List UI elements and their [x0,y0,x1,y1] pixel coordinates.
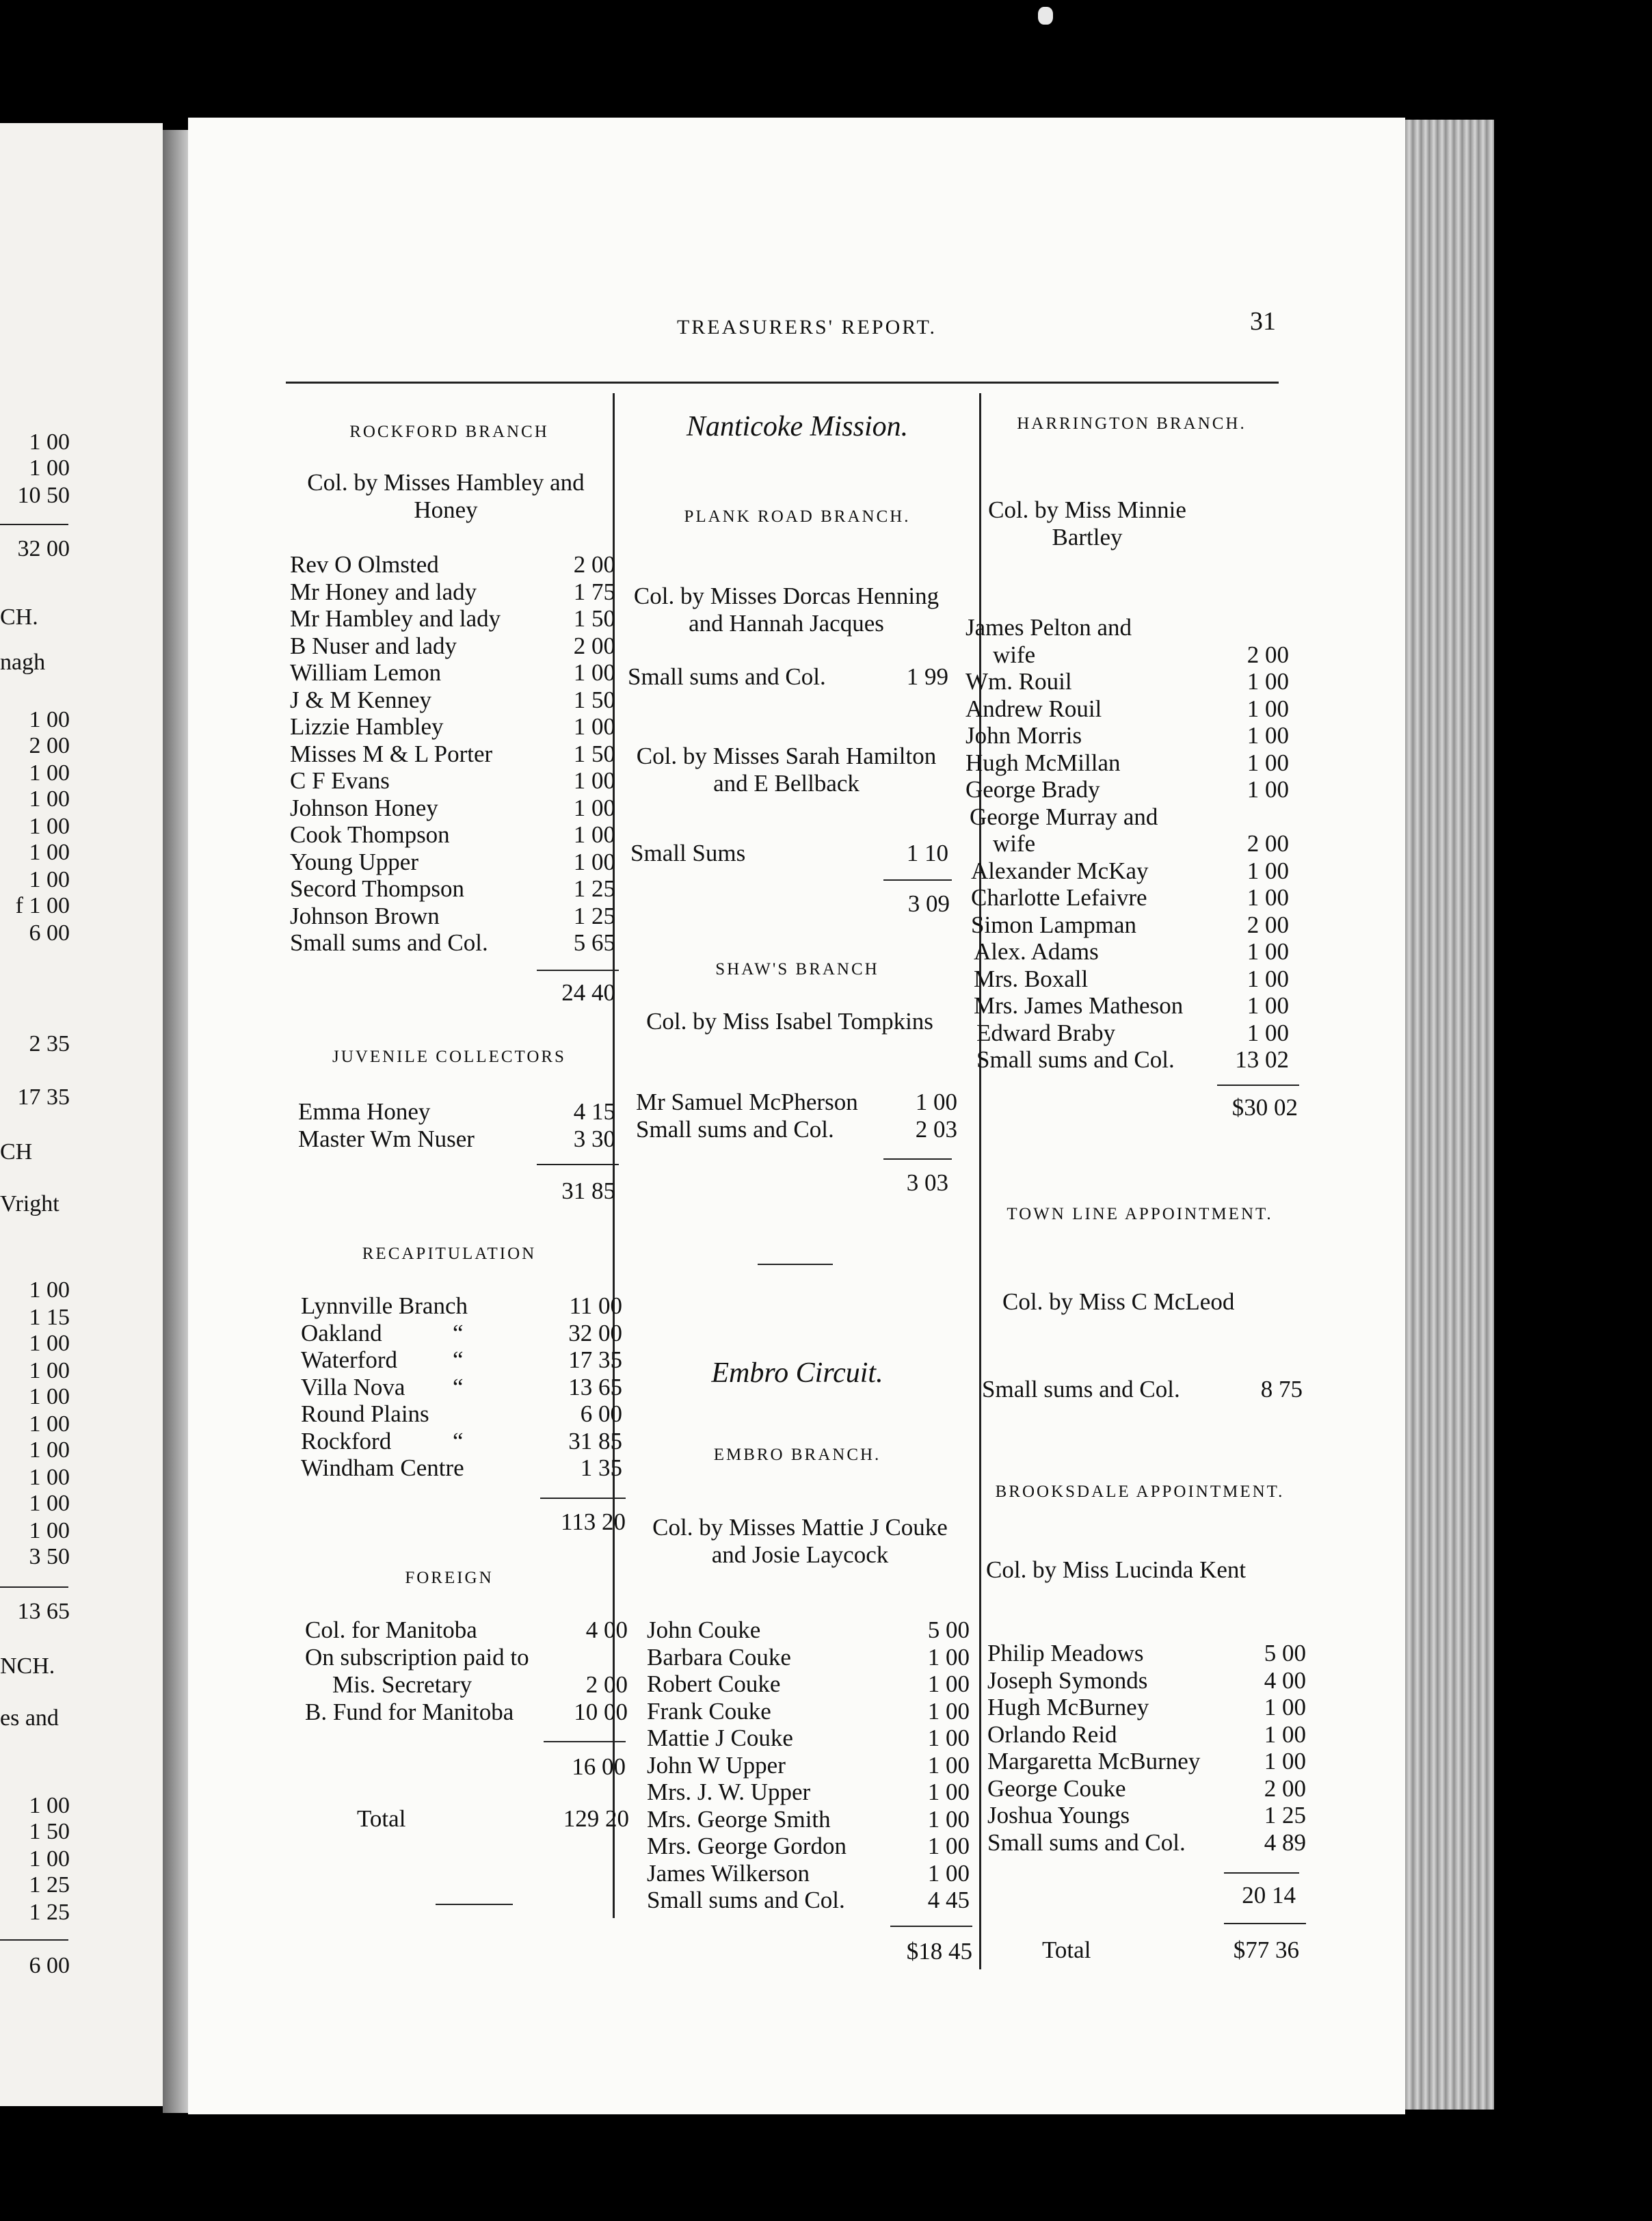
rockford-entry-amount: 1 00 [573,794,615,821]
harrington-entry-name: Charlotte Lefaivre [971,884,1147,911]
rockford-entry-name: William Lemon [290,659,442,686]
previous-page-rule [0,1586,68,1588]
harrington-entry-name: James Pelton and [965,614,1132,641]
previous-page-line: 1 00 [29,707,70,732]
embro-entry-amount: 1 00 [927,1779,970,1805]
foreign-entry-name: B. Fund for Manitoba [305,1699,514,1725]
plank-road-total: 3 09 [907,890,950,917]
previous-page-rule [0,524,68,525]
embro-entry-amount: 1 00 [927,1859,970,1887]
foreign-entry-amount: 10 00 [574,1699,628,1725]
town-line-heading: TOWN LINE APPOINTMENT. [1007,1205,1273,1223]
previous-page-line: 2 00 [29,733,70,758]
previous-page-line: f 1 00 [15,893,70,918]
embro-collector: Col. by Misses Mattie J Couke and Josie Laycock [652,1514,948,1568]
total-label: Total [1042,1937,1091,1963]
previous-page-line: 1 00 [29,786,70,812]
brooksdale-entry-amount: 1 00 [1264,1694,1306,1720]
foreign-entry-name: On subscription paid to [305,1644,529,1671]
harrington-entry-name: Mrs. Boxall [974,965,1089,992]
harrington-entry-amount: 1 00 [1247,749,1289,776]
harrington-entry-amount: 2 00 [1247,911,1289,938]
rockford-entry-amount: 1 50 [573,740,615,767]
embro-entry-name: Mrs. J. W. Upper [647,1779,811,1805]
previous-page-line: 10 50 [17,483,70,508]
recapitulation-total: 113 20 [561,1508,626,1535]
foreign-entry-amount: 4 00 [585,1617,628,1643]
previous-page-line: 3 50 [29,1544,70,1569]
brooksdale-entry-amount: 4 00 [1264,1666,1306,1694]
rockford-subtotal: 24 40 [561,979,615,1006]
harrington-collector: Col. by Miss Minnie Bartley [988,496,1186,550]
harrington-entry-name: Alex. Adams [974,938,1099,965]
rockford-entry-name: Mr Honey and lady [290,578,477,605]
brooksdale-entry-name: Margaretta McBurney [987,1748,1201,1774]
previous-page-line: 1 15 [29,1305,70,1330]
harrington-entry-name: wife [993,830,1036,857]
rockford-entry-amount: 1 00 [573,767,615,794]
grand-total: 129 20 [563,1805,629,1832]
harrington-entry-name: George Brady [965,776,1100,803]
brooksdale-entry-name: Small sums and Col. [987,1828,1186,1856]
previous-page-line: 1 00 [29,760,70,786]
embro-entry-amount: 1 00 [927,1751,970,1779]
previous-page-line: 1 00 [29,1411,70,1437]
shaw-entry-name: Mr Samuel McPherson [636,1089,858,1115]
recap-entry-name: Round Plains [301,1400,429,1427]
sum-rule [883,1158,952,1160]
brooksdale-entry-name: Hugh McBurney [987,1694,1149,1720]
harrington-entry-name: Mrs. James Matheson [974,992,1184,1019]
harrington-entry-amount: 1 00 [1247,938,1289,965]
previous-page-line: 1 25 [29,1900,70,1925]
plank-road-small2-amount: 1 10 [906,840,948,866]
plank-road-small2-label: Small Sums [630,840,746,866]
rockford-entry-name: Mr Hambley and lady [290,605,501,632]
recap-entry-name: Rockford [301,1427,392,1454]
embro-entry-name: Barbara Couke [647,1643,791,1671]
shaw-entry-amount: 1 00 [915,1089,957,1115]
rockford-entry-name: Johnson Honey [290,794,438,821]
brooksdale-entry-name: Joshua Youngs [987,1802,1130,1828]
embro-entry-amount: 1 00 [927,1725,970,1751]
previous-page-line: 1 00 [29,1437,70,1463]
harrington-total: $30 02 [1231,1094,1298,1121]
plank-road-collector: Col. by Misses Dorcas Henning and Hannah Jacques [633,583,940,637]
previous-page-line: CH [0,1139,33,1165]
foreign-entry-amount: 2 00 [585,1671,628,1698]
brooksdale-entry-amount: 2 00 [1264,1774,1306,1802]
sum-rule [890,1926,972,1927]
rockford-entry-amount: 1 00 [573,821,615,848]
brooksdale-entry-name: George Couke [987,1774,1126,1802]
brooksdale-entry-amount: 1 00 [1264,1720,1306,1748]
shaw-entry-amount: 2 03 [915,1116,957,1143]
foreign-entry-name: Mis. Secretary [332,1671,472,1698]
harrington-entry-name: John Morris [965,722,1082,749]
brooksdale-collector: Col. by Miss Lucinda Kent [986,1556,1247,1583]
previous-page-line: 13 65 [17,1599,70,1624]
previous-page-line: 6 00 [29,1953,70,1978]
shaws-collector: Col. by Miss Isabel Tompkins [646,1008,933,1035]
plank-road-collector-2: Col. by Misses Sarah Hamilton and E Bellback [636,743,937,797]
previous-page-line: NCH. [0,1653,55,1679]
harrington-entry-amount: 13 02 [1235,1046,1289,1073]
rockford-entry-amount: 1 50 [573,605,615,632]
previous-page-line: 1 00 [29,1465,70,1490]
rockford-entry-name: Cook Thompson [290,821,450,848]
juvenile-entry-name: Emma Honey [298,1098,431,1125]
juvenile-entry-amount: 3 30 [573,1126,615,1152]
brooksdale-entry-amount: 1 00 [1264,1748,1306,1774]
embro-entry-name: Small sums and Col. [647,1887,845,1913]
embro-entry-name: John W Upper [647,1751,786,1779]
recap-entry-amount: 13 65 [568,1373,622,1400]
embro-entry-name: James Wilkerson [647,1859,810,1887]
embro-entry-amount: 5 00 [927,1617,970,1643]
previous-page-line: 1 00 [29,840,70,865]
embro-entry-name: Mrs. George Smith [647,1805,831,1833]
harrington-entry-name: George Murray and [970,803,1158,830]
brooksdale-entry-amount: 5 00 [1264,1640,1306,1666]
previous-page-line: 1 00 [29,1518,70,1543]
embro-entry-amount: 1 00 [927,1643,970,1671]
harrington-entry-name: wife [993,641,1036,668]
rockford-entry-amount: 5 65 [573,929,615,956]
harrington-entry-name: Hugh McMillan [965,749,1121,776]
embro-entry-name: Mrs. George Gordon [647,1833,847,1859]
rockford-entry-name: Young Upper [290,848,418,875]
brooksdale-entry-name: Orlando Reid [987,1720,1117,1748]
brooksdale-entry-amount: 1 25 [1264,1802,1306,1828]
rockford-entry-name: J & M Kenney [290,686,432,713]
embro-entry-amount: 1 00 [927,1805,970,1833]
sum-rule [1224,1872,1299,1874]
harrington-entry-amount: 2 00 [1247,641,1289,668]
recap-entry-amount: 1 35 [580,1454,622,1481]
embro-entry-name: Frank Couke [647,1697,771,1725]
rockford-entry-amount: 1 25 [573,902,615,929]
recap-entry-ditto: “ [453,1319,464,1346]
harrington-entry-name: Edward Braby [976,1019,1116,1046]
recap-entry-ditto: “ [453,1346,464,1373]
rockford-entry-amount: 1 75 [573,578,615,605]
shaw-entry-name: Small sums and Col. [636,1116,834,1143]
previous-page-line: 17 35 [17,1085,70,1110]
harrington-entry-amount: 1 00 [1247,695,1289,722]
harrington-entry-amount: 1 00 [1247,965,1289,992]
plank-road-heading: PLANK ROAD BRANCH. [684,507,911,526]
harrington-entry-amount: 1 00 [1247,1019,1289,1046]
recap-entry-amount: 32 00 [568,1319,622,1346]
harrington-entry-name: Wm. Rouil [965,668,1072,695]
rockford-collector: Col. by Misses Hambley and Honey [307,469,585,523]
brooksdale-total: 20 14 [1242,1882,1296,1909]
brooksdale-heading: BROOKSDALE APPOINTMENT. [995,1482,1285,1501]
foreign-total: 16 00 [572,1753,626,1780]
previous-page-line: 1 00 [29,1358,70,1383]
rockford-branch-heading: ROCKFORD BRANCH [349,423,549,441]
harrington-entry-name: Andrew Rouil [965,695,1102,722]
rockford-entry-name: Rev O Olmsted [290,551,439,578]
sum-rule [1224,1923,1306,1924]
section-dash [758,1264,833,1265]
rockford-entry-amount: 2 00 [573,632,615,659]
previous-page-line: 1 00 [29,814,70,839]
rockford-entry-name: Secord Thompson [290,875,465,902]
previous-page-line: 1 00 [29,429,70,455]
foreign-entry-name: Col. for Manitoba [305,1617,477,1643]
plank-road-small-label: Small sums and Col. [628,663,826,690]
previous-page-line: 32 00 [17,536,70,561]
embro-entry-name: John Couke [647,1617,761,1643]
sum-rule [537,1164,619,1165]
town-line-small-amount: 8 75 [1260,1376,1303,1402]
previous-page-line: Vright [0,1191,59,1216]
juvenile-collectors-heading: JUVENILE COLLECTORS [332,1048,566,1066]
sum-rule [883,879,952,881]
recap-entry-name: Windham Centre [301,1454,464,1481]
previous-page-line: 1 00 [29,1846,70,1872]
embro-total: $18 45 [906,1938,972,1965]
rockford-entry-amount: 1 00 [573,848,615,875]
previous-page-line: 2 35 [29,1031,70,1056]
previous-page-line: 6 00 [29,920,70,946]
brooksdale-entry-name: Philip Meadows [987,1640,1144,1666]
recap-entry-name: Waterford [301,1346,397,1373]
scan-speck [1038,7,1053,25]
recapitulation-heading: RECAPITULATION [362,1245,537,1263]
recap-entry-amount: 31 85 [568,1427,622,1454]
recap-entry-amount: 11 00 [569,1292,622,1319]
section-dash [436,1904,513,1905]
embro-entry-name: Mattie J Couke [647,1725,793,1751]
nanticoke-mission-heading: Nanticoke Mission. [686,411,909,442]
grand-total: $77 36 [1233,1937,1299,1963]
previous-page-line: 1 00 [29,867,70,892]
rockford-entry-amount: 2 00 [573,551,615,578]
recap-entry-ditto: “ [453,1427,464,1454]
harrington-entry-amount: 1 00 [1247,857,1289,884]
page-number: 31 [1250,307,1276,336]
embro-entry-amount: 1 00 [927,1697,970,1725]
rockford-entry-amount: 1 50 [573,686,615,713]
embro-entry-amount: 4 45 [927,1887,970,1913]
recap-entry-name: Villa Nova [301,1373,405,1400]
rockford-entry-name: Small sums and Col. [290,929,488,956]
previous-page-line: 1 00 [29,1491,70,1516]
harrington-entry-amount: 1 00 [1247,668,1289,695]
previous-page-line: 1 00 [29,1793,70,1818]
previous-page-line: 1 00 [29,1277,70,1303]
previous-page-line: CH. [0,604,38,630]
embro-circuit-heading: Embro Circuit. [711,1357,883,1389]
previous-page-line: 1 00 [29,1384,70,1409]
previous-page-line: 1 50 [29,1819,70,1844]
rockford-entry-name: Misses M & L Porter [290,740,493,767]
previous-page-line: 1 25 [29,1872,70,1898]
rockford-entry-name: Johnson Brown [290,902,440,929]
juvenile-entry-amount: 4 15 [573,1098,615,1125]
harrington-heading: HARRINGTON BRANCH. [1017,414,1247,433]
previous-page-line: 1 00 [29,1331,70,1356]
sum-rule [540,1498,626,1499]
previous-page-rule [0,1939,68,1941]
rockford-entry-amount: 1 25 [573,875,615,902]
previous-page-line: 1 00 [29,455,70,481]
harrington-entry-name: Alexander McKay [971,857,1149,884]
brooksdale-entry-amount: 4 89 [1264,1828,1306,1856]
embro-entry-name: Robert Couke [647,1671,781,1697]
harrington-entry-name: Simon Lampman [971,911,1137,938]
harrington-entry-amount: 1 00 [1247,884,1289,911]
rockford-entry-amount: 1 00 [573,713,615,740]
harrington-entry-name: Small sums and Col. [976,1046,1175,1073]
header-rule [286,382,1279,384]
page-title: TREASURERS' REPORT. [676,316,937,338]
brooksdale-entry-name: Joseph Symonds [987,1666,1148,1694]
harrington-entry-amount: 1 00 [1247,992,1289,1019]
shaws-branch-heading: SHAW'S BRANCH [715,960,879,979]
rockford-entry-amount: 1 00 [573,659,615,686]
sum-rule [537,970,619,971]
previous-page-line: nagh [0,650,46,675]
recap-entry-ditto: “ [453,1373,464,1400]
total-label: Total [357,1805,406,1832]
sum-rule [1217,1085,1299,1086]
rockford-entry-name: Lizzie Hambley [290,713,444,740]
sum-rule [544,1741,626,1742]
juvenile-entry-name: Master Wm Nuser [298,1126,475,1152]
embro-entry-amount: 1 00 [927,1833,970,1859]
rockford-entry-name: B Nuser and lady [290,632,457,659]
recap-entry-name: Lynnville Branch [301,1292,468,1319]
harrington-entry-amount: 1 00 [1247,722,1289,749]
recap-entry-amount: 17 35 [568,1346,622,1373]
recap-entry-amount: 6 00 [580,1400,622,1427]
town-line-collector: Col. by Miss C McLeod [1002,1288,1235,1315]
page-edges [1405,120,1494,2110]
recap-entry-name: Oakland [301,1319,382,1346]
harrington-entry-amount: 2 00 [1247,830,1289,857]
town-line-small-label: Small sums and Col. [982,1376,1180,1402]
previous-page [0,123,163,2106]
plank-road-small-amount: 1 99 [906,663,948,690]
rockford-entry-name: C F Evans [290,767,390,794]
previous-page-line: es and [0,1705,59,1731]
juvenile-total: 31 85 [561,1178,615,1204]
foreign-heading: FOREIGN [405,1569,494,1587]
embro-entry-amount: 1 00 [927,1671,970,1697]
shaws-total: 3 03 [906,1169,948,1196]
embro-branch-heading: EMBRO BRANCH. [713,1446,881,1464]
harrington-entry-amount: 1 00 [1247,776,1289,803]
